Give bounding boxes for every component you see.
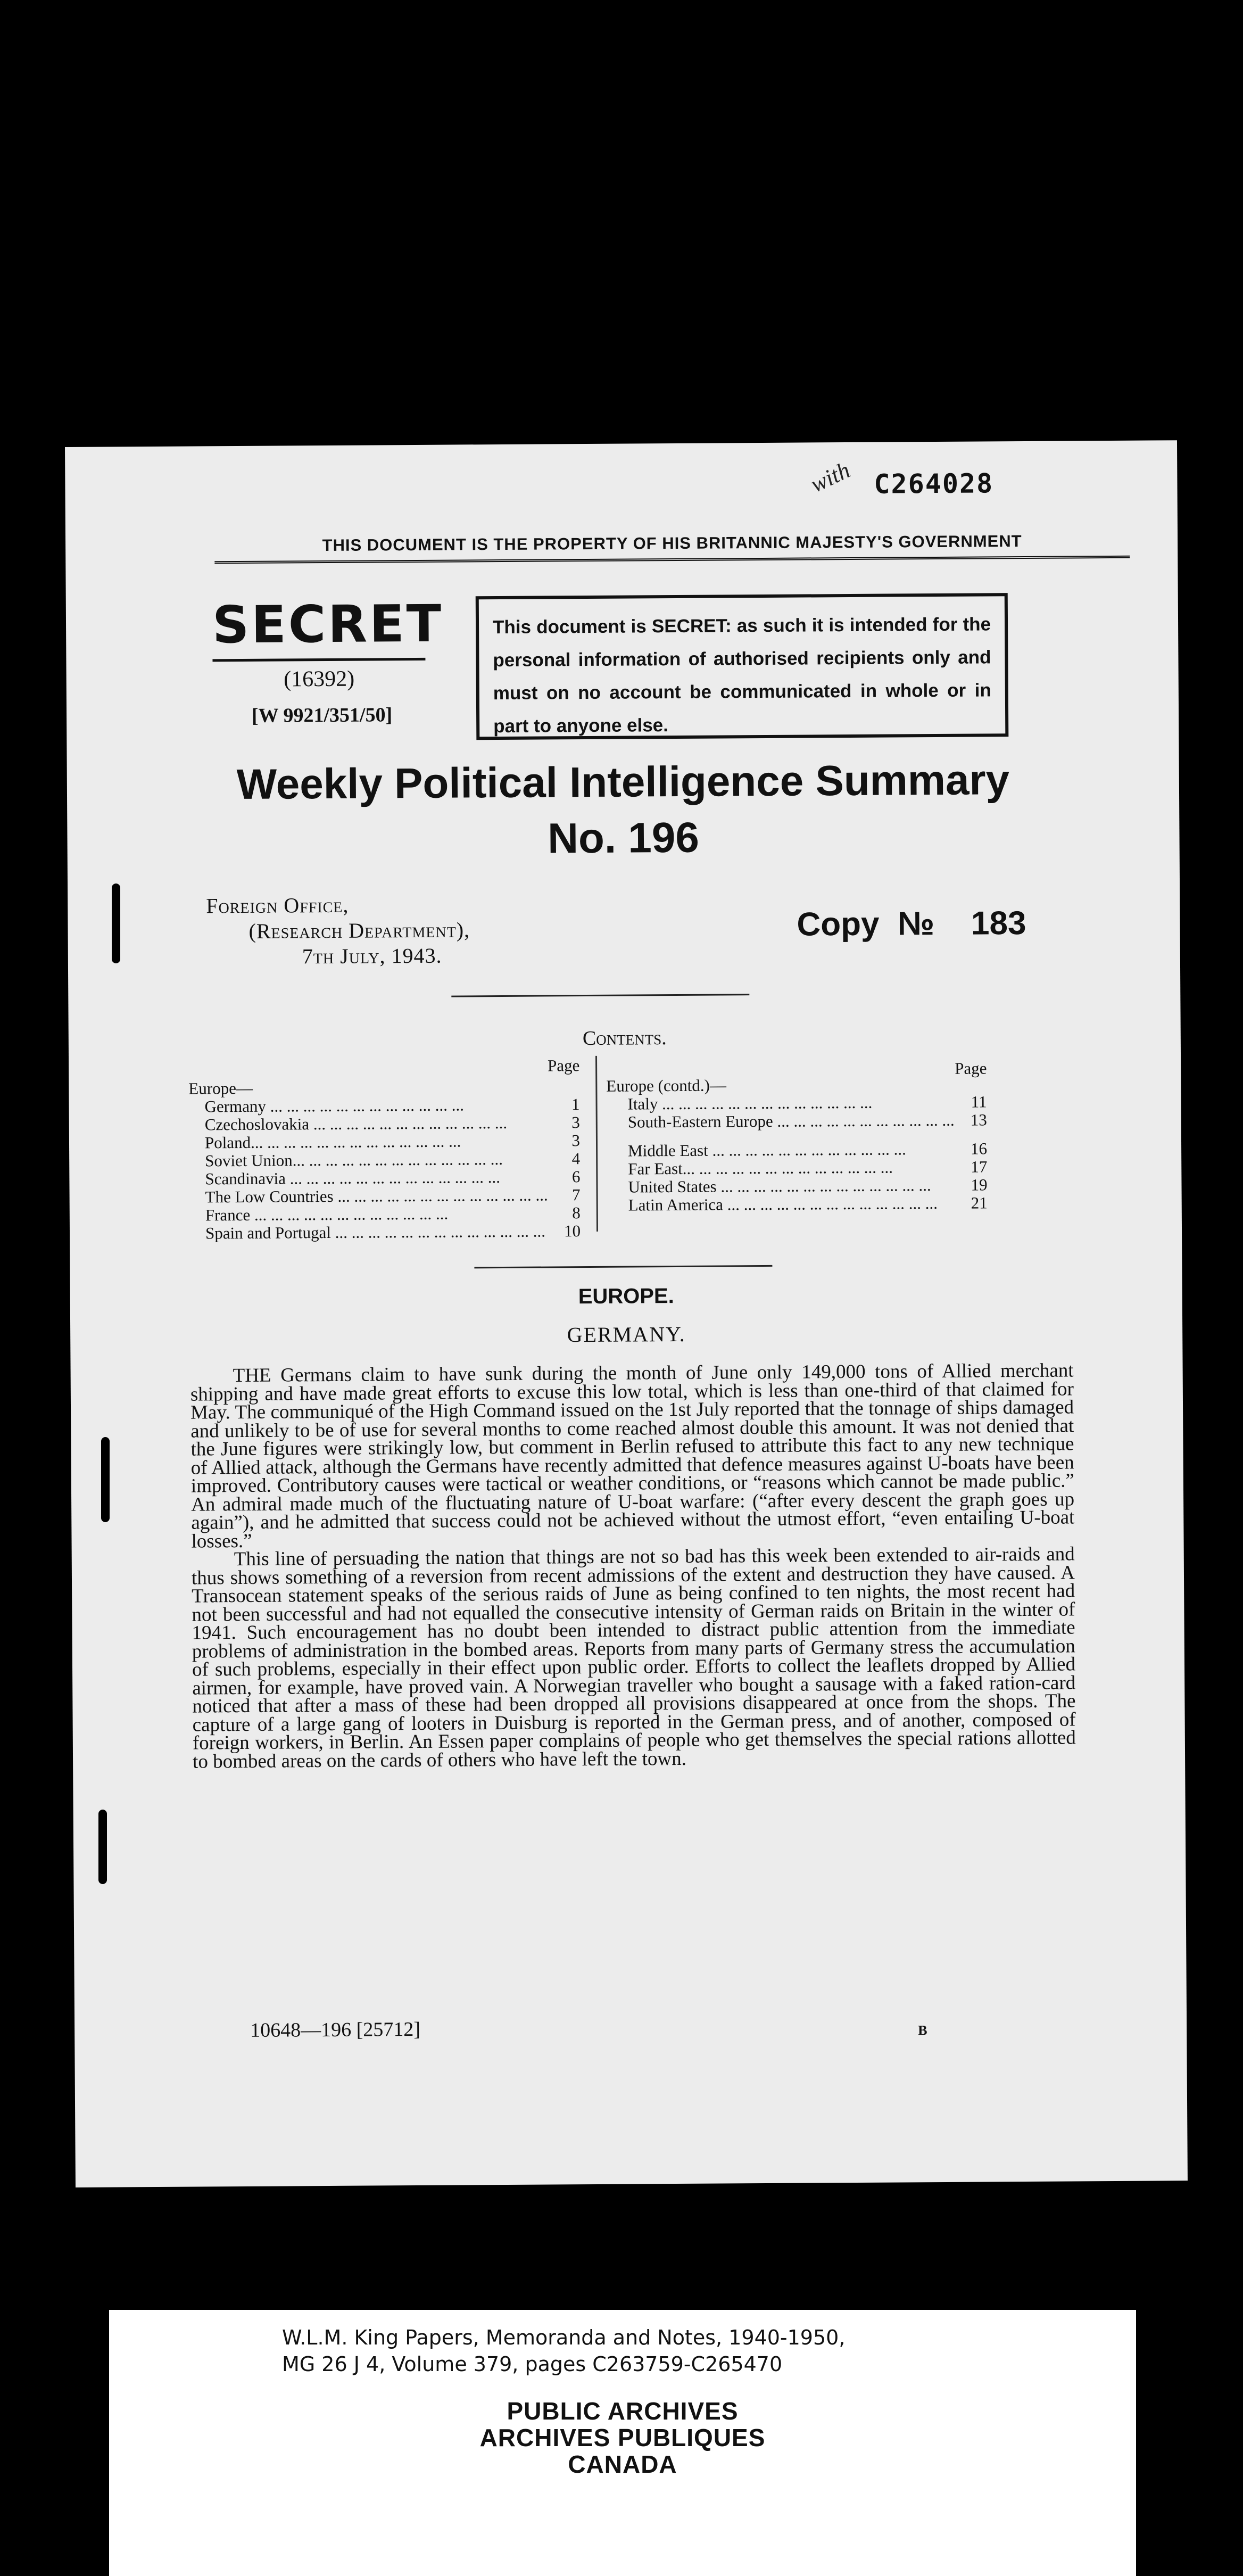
document-code: (16392) [284, 666, 355, 692]
binder-hole [112, 884, 120, 963]
archives-country: CANADA [568, 2450, 677, 2478]
contents-entry-name: Middle East ... [628, 1140, 955, 1160]
body-text [190, 1361, 1076, 1771]
file-reference: [W 9921/351/50] [251, 704, 393, 727]
binder-hole [101, 1437, 110, 1522]
contents-entry [205, 1113, 580, 1134]
volume-line: MG 26 J 4, Volume 379, pages C263759-C265470 [282, 2352, 783, 2376]
contents-title: Contents. [582, 1027, 667, 1050]
contents-entry-page: 3 [571, 1113, 580, 1132]
contents-entry-page: 11 [971, 1092, 987, 1111]
archives-label [109, 2310, 1136, 2576]
contents-entry-name: Germany ... [204, 1095, 548, 1116]
contents-entry-name: Poland... ... [205, 1132, 548, 1152]
archives-name-en: PUBLIC ARCHIVES [507, 2397, 739, 2425]
reference-number: C264028 [874, 468, 994, 500]
paragraph: THE Germans claim to have sunk during the month of June only 149,000 tons of Allied merchant shipping and have made great efforts to excuse this low total, which is less than one-third of that claimed for May. The communiqué of the High Command issued on the 1st July reported that the tonnage of ships damaged and unlikely to be of use for several months to come reached almost double this amount. It was not denied that the June figures were strikingly low, but comment in Berlin refused to attribute this fact to any new technique of Allied attack, although the Germans have recently admitted that defence measures against U-boats have been improved. Contributory causes were tactical or weather conditions, or “reasons which cannot be made public.” An admiral made much of the fluctuating nature of U-boat warfare: (“after every descent the graph goes up again”), and he admitted that success could not be achieved without the utmost effort, “even entailing U-boat losses.” [190, 1359, 1075, 1553]
contents-entry-name: France ... [205, 1204, 549, 1224]
contents-entry-name: Spain and Portugal ... ... [205, 1222, 549, 1242]
number-sign: № [897, 905, 935, 943]
origin-date: 7th July, 1943. [302, 943, 442, 969]
contents-entry-name: Far East... ... [628, 1158, 955, 1178]
contents-heading: Europe (contd.)— [606, 1076, 727, 1095]
contents-entry [205, 1150, 580, 1170]
copy-value: 183 [971, 904, 1026, 942]
contents-entry-name: Italy ... ... [627, 1093, 955, 1113]
contents-entry [628, 1111, 987, 1131]
contents-entry-name: Latin America ... ... [628, 1194, 956, 1215]
copy-label: Copy [797, 905, 880, 943]
column-divider [595, 1056, 598, 1232]
contents-entry-page: 1 [571, 1095, 580, 1114]
divider [474, 1265, 772, 1268]
contents-entry [204, 1095, 579, 1116]
contents-entry-page: 21 [971, 1193, 988, 1212]
contents-entry-name: Scandinavia ... ... [205, 1168, 548, 1188]
document-title: Weekly Political Intelligence Summary [236, 756, 1010, 808]
origin-office: Foreign Office, [206, 893, 349, 918]
print-code: 10648—196 [25712] [250, 2018, 421, 2042]
section-heading: EUROPE. [578, 1284, 674, 1309]
handwritten-annotation: with [806, 457, 855, 498]
origin-department: (Research Department), [248, 918, 470, 943]
contents-entry [205, 1186, 581, 1206]
issue-number: No. 196 [547, 813, 700, 862]
contents-left-column [188, 1077, 581, 1242]
contents-entry [205, 1132, 580, 1152]
contents-entry [205, 1168, 580, 1188]
contents-entry [205, 1204, 581, 1224]
property-statement: THIS DOCUMENT IS THE PROPERTY OF HIS BRITANNIC MAJESTY'S GOVERNMENT [214, 531, 1130, 564]
contents-entry [628, 1158, 987, 1178]
contents-entry-page: 3 [571, 1131, 581, 1150]
contents-entry [627, 1093, 987, 1113]
contents-entry [628, 1176, 987, 1196]
signature-mark: B [918, 2022, 927, 2038]
subsection-heading: GERMANY. [567, 1322, 686, 1347]
contents-entry-name: The Low Countries ... ... [205, 1186, 549, 1206]
contents-entry-name: Soviet Union... ... [205, 1150, 548, 1170]
archives-name-fr: ARCHIVES PUBLIQUES [479, 2424, 766, 2451]
contents-entry-page: 6 [571, 1167, 581, 1186]
contents-entry [628, 1140, 987, 1160]
classification-label: SECRET [212, 594, 426, 662]
collection-line: W.L.M. King Papers, Memoranda and Notes, 1940-1950, [282, 2326, 846, 2349]
page-column-label: Page [955, 1059, 987, 1078]
contents-entry [628, 1194, 988, 1214]
paragraph: This line of persuading the nation that things are not so bad has this week been extended to air-raids and thus shows something of a reversion from recent admissions of the extent and destruction they have caused. A Transocean statement speaks of the serious raids of June as being confined to ten nights, the most recent had not been successful and had not equalled the consecutive intensity of German raids on Britain in the winter of 1941. Such encouragement has no doubt been intended to distract public attention from the immediate problems of administration in the bombed areas. Reports from many parts of Germany stress the accumulation of such problems, especially in their effect upon public order. Efforts to collect the leaflets dropped by Allied airmen, for example, have proved vain. A Norwegian traveller who bought a sausage with a faked ration-card noticed that after a mass of these had been dropped all provisions disappeared at once from the shops. The capture of a large gang of looters in Duisburg is reported in the German press, and of another, composed of foreign workers, in Berlin. An Essen paper complains of people who get themselves the special rations allotted to bombed areas on the cards of others who have left the town. [191, 1543, 1076, 1773]
contents-entry-page: 4 [571, 1149, 581, 1168]
contents-entry [205, 1222, 581, 1242]
contents-heading: Europe— [188, 1078, 253, 1098]
contents-entry-name: United States ... ... [628, 1176, 955, 1196]
contents-entry-page: 10 [564, 1221, 581, 1241]
contents-entry-page: 16 [970, 1139, 988, 1158]
contents-entry-page: 7 [571, 1185, 581, 1204]
contents-entry-name: Czechoslovakia ... [205, 1113, 548, 1134]
contents-right-column [606, 1075, 988, 1214]
binder-hole [98, 1810, 107, 1884]
contents-entry-name: South-Eastern Europe ... [628, 1111, 955, 1132]
page-column-label: Page [548, 1056, 580, 1075]
contents-entry-page: 17 [971, 1157, 988, 1176]
document-page [65, 440, 1188, 2187]
contents-entry-page: 8 [572, 1203, 581, 1223]
secrecy-notice: This document is SECRET: as such it is intended for the personal information of authorised recipients only and must on no account be communicated in whole or in part to anyone else. [476, 593, 1009, 740]
contents-entry-page: 13 [970, 1110, 987, 1129]
contents-entry-page: 19 [971, 1175, 988, 1194]
copy-number [797, 904, 1026, 944]
divider [451, 994, 749, 997]
